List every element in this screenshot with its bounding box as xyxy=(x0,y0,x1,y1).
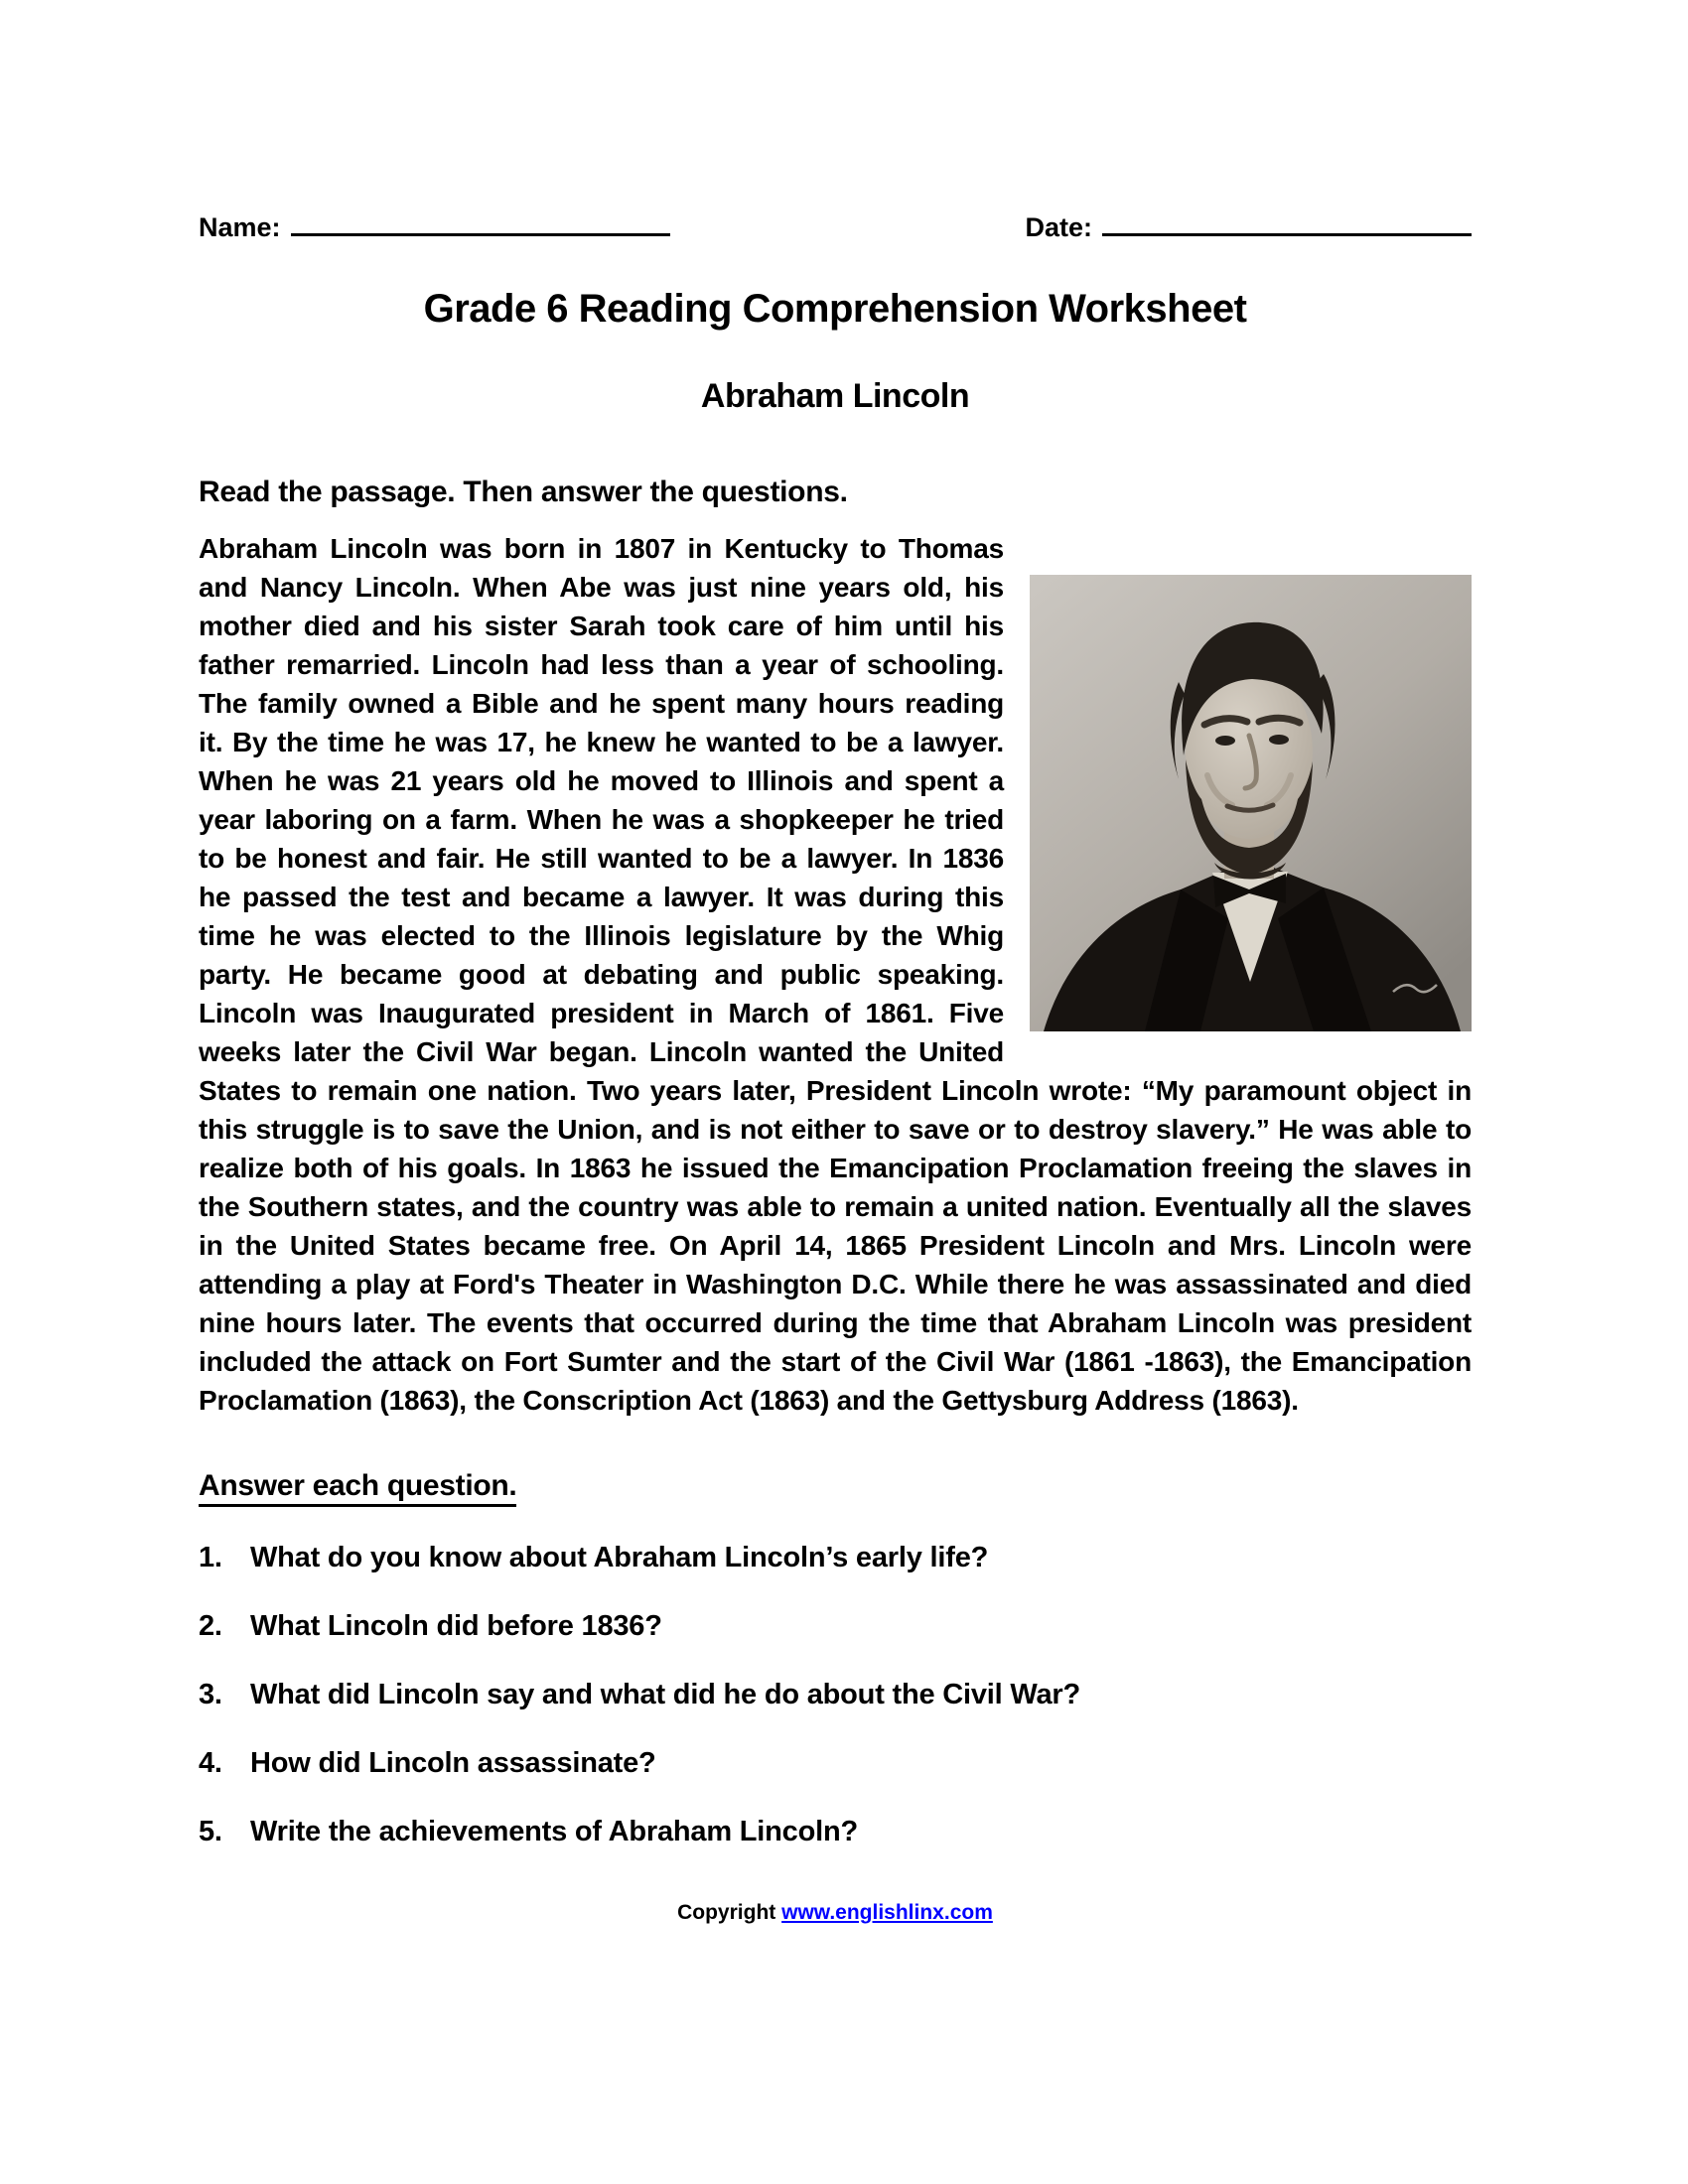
passage-text: Abraham Lincoln was born in 1807 in Kentucky to Thomas and Nancy Lincoln. When Abe was just nine years old, his mother died and his sister Sarah took care of him until his father remarried. Lincoln had less than a year of schooling. The family owned a Bible and he spent many hours reading it. By the time he was 17, he knew he wanted to be a lawyer. When he was 21 years old he moved to Illinois and spent a year laboring on a farm. When he was a shopkeeper he tried to be honest and fair. He still wanted to be a lawyer. In 1836 he passed the test and became a lawyer. It was during this time he was elected to the Illinois legislature by the Whig party. He became good at debating and public speaking. Lincoln was Inaugurated president in March of 1861. Five weeks later the Civil War began. Lincoln wanted the United States to remain one nation. Two years later, President Lincoln wrote: “My paramount object in this struggle is to save the Union, and is not either to save or to destroy slavery.” He was able to realize both of his goals. In 1863 he issued the Emancipation Proclamation freeing the slaves in the Southern states, and the country was able to remain a united nation. Eventually all the slaves in the United States became free. On April 14, 1865 President Lincoln and Mrs. Lincoln were attending a play at Ford's Theater in Washington D.C. While there he was assassinated and died nine hours later. The events that occurred during the time that Abraham Lincoln was president included the attack on Fort Sumter and the start of the Civil War (1861 -1863), the Emancipation Proclamation (1863), the Conscription Act (1863) and the Gettysburg Address (1863). xyxy=(199,533,1472,1416)
questions-list xyxy=(199,1540,1472,1849)
passage-section xyxy=(199,529,1472,1420)
copyright-link[interactable]: www.englishlinx.com xyxy=(781,1901,993,1924)
question-number: 5. xyxy=(199,1816,222,1847)
question-number: 1. xyxy=(199,1542,222,1573)
name-field xyxy=(199,206,670,243)
question-item xyxy=(199,1745,1472,1781)
name-label: Name: xyxy=(199,212,281,242)
question-number: 4. xyxy=(199,1747,222,1779)
date-field xyxy=(1025,206,1472,243)
question-number: 2. xyxy=(199,1610,222,1642)
question-text: What Lincoln did before 1836? xyxy=(250,1610,662,1642)
question-text: How did Lincoln assassinate? xyxy=(250,1747,656,1779)
page-title: Grade 6 Reading Comprehension Worksheet xyxy=(423,287,1247,331)
question-text: Write the achievements of Abraham Lincoln? xyxy=(250,1816,858,1847)
copyright-label: Copyright xyxy=(677,1901,776,1924)
date-label: Date: xyxy=(1025,212,1092,242)
instructions-text: Read the passage. Then answer the questions. xyxy=(199,476,848,508)
questions-section xyxy=(199,1469,1472,1849)
copyright-footer xyxy=(199,1901,1472,1925)
question-text: What did Lincoln say and what did he do about the Civil War? xyxy=(250,1679,1080,1710)
date-blank-line xyxy=(1102,206,1472,236)
page-subtitle: Abraham Lincoln xyxy=(700,377,970,415)
questions-heading: Answer each question. xyxy=(199,1469,516,1507)
question-text: What do you know about Abraham Lincoln’s early life? xyxy=(250,1542,989,1573)
question-number: 3. xyxy=(199,1679,222,1710)
lincoln-portrait-image xyxy=(1030,575,1472,1031)
question-item xyxy=(199,1608,1472,1644)
question-item xyxy=(199,1540,1472,1575)
question-item xyxy=(199,1677,1472,1712)
question-item xyxy=(199,1814,1472,1849)
name-blank-line xyxy=(291,206,670,236)
header-row xyxy=(199,206,1472,243)
